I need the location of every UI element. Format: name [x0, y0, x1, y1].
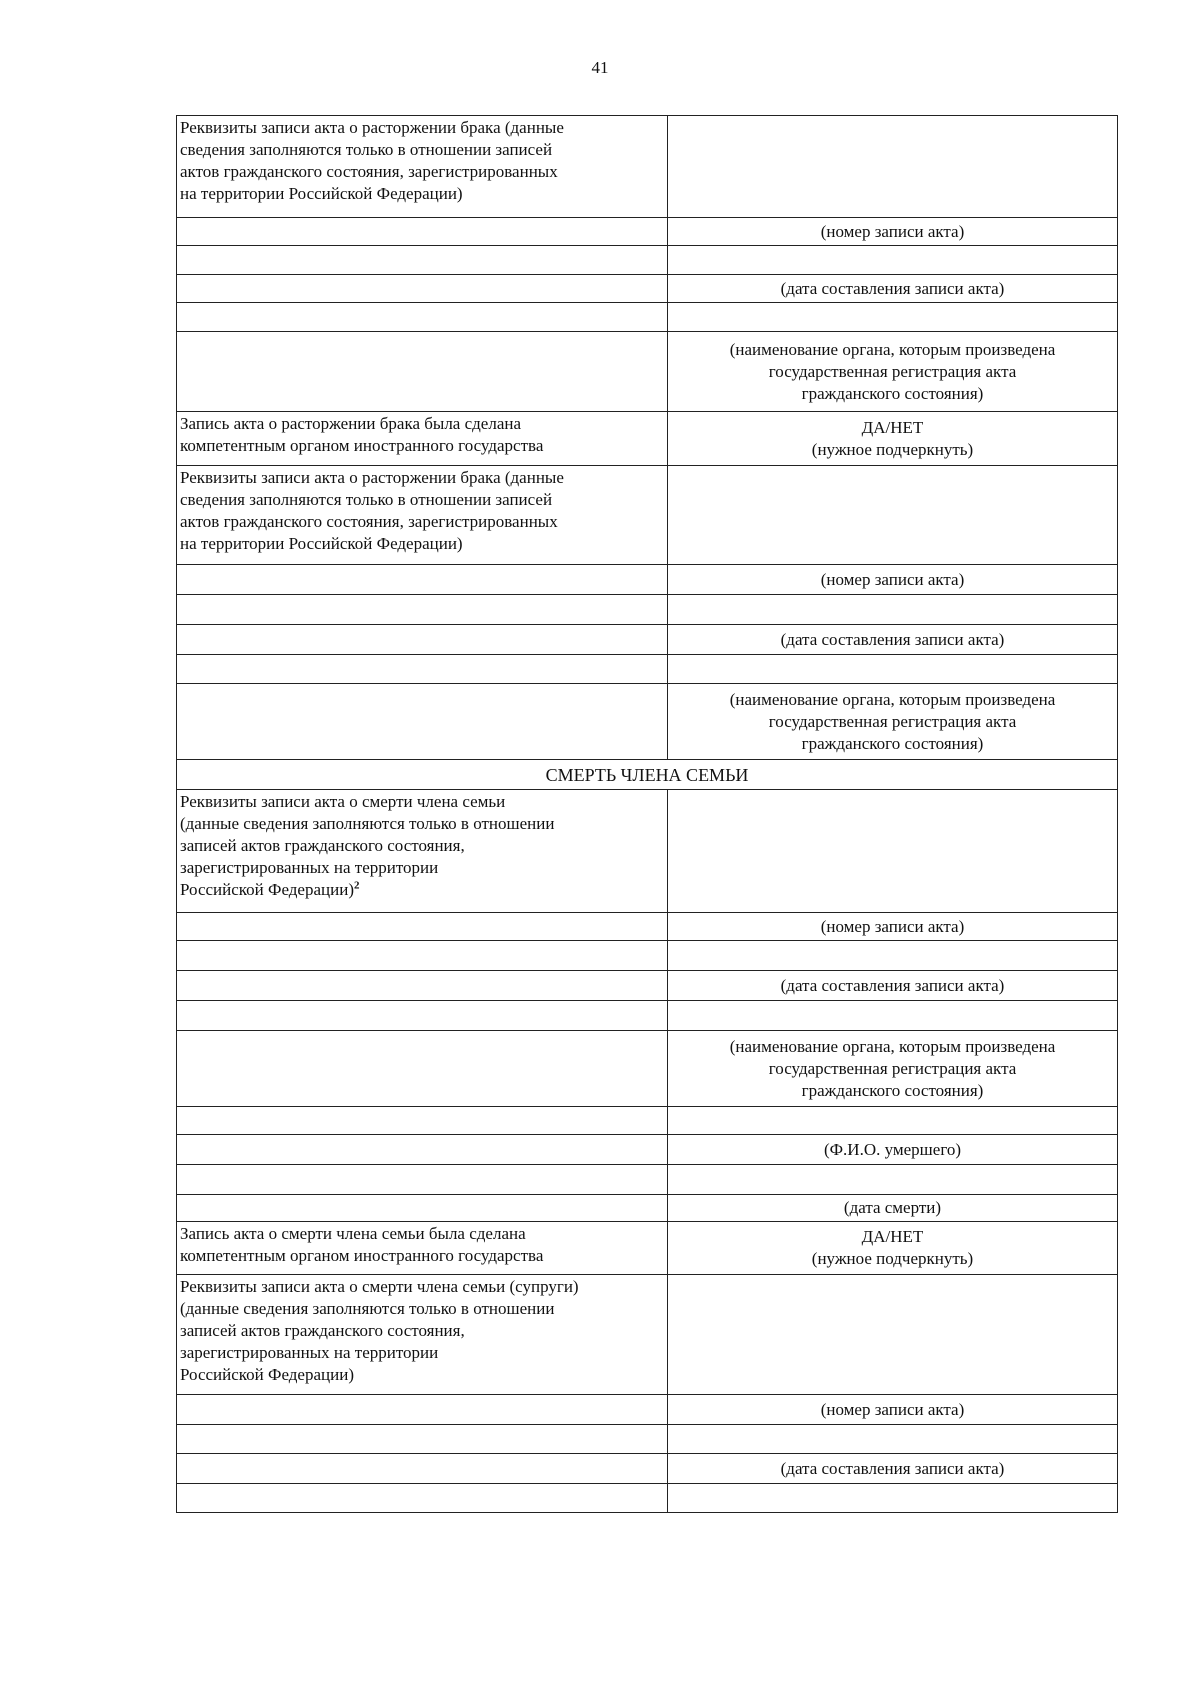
label-line: на территории Российской Федерации) [180, 534, 463, 553]
caption-row [177, 1195, 1118, 1222]
caption-row [177, 971, 1118, 1001]
label-line: Российской Федерации) [180, 1365, 354, 1384]
record-number-caption: (номер записи акта) [668, 218, 1118, 246]
death-record-row [177, 790, 1118, 913]
input-row [177, 1425, 1118, 1454]
yes-no-value: ДА/НЕТ [861, 417, 924, 437]
blank-cell [177, 332, 668, 412]
record-date-field[interactable] [668, 1425, 1118, 1454]
label-line: компетентным органом иностранного государства [180, 1246, 544, 1265]
label-line: компетентным органом иностранного государства [180, 436, 544, 455]
input-row [177, 1165, 1118, 1195]
foreign-authority-row [177, 412, 1118, 466]
record-date-field[interactable] [668, 595, 1118, 625]
label-line: актов гражданского состояния, зарегистрированных [180, 512, 558, 531]
authority-field[interactable] [668, 303, 1118, 332]
label-line: записей актов гражданского состояния, [180, 1321, 465, 1340]
blank-cell [177, 1135, 668, 1165]
caption-line: (наименование органа, которым произведена [729, 339, 1056, 359]
record-date-caption: (дата составления записи акта) [668, 625, 1118, 655]
record-date-caption: (дата составления записи акта) [668, 275, 1118, 303]
input-row [177, 1001, 1118, 1031]
divorce-record-value-field[interactable] [668, 116, 1118, 218]
input-row [177, 303, 1118, 332]
blank-cell [177, 971, 668, 1001]
underline-hint: (нужное подчеркнуть) [811, 1249, 974, 1268]
section-title: СМЕРТЬ ЧЛЕНА СЕМЬИ [177, 760, 1118, 790]
blank-cell [177, 1195, 668, 1222]
spouse-death-record-value-field[interactable] [668, 1275, 1118, 1395]
label-line: Реквизиты записи акта о расторжении брака (данные [180, 468, 564, 487]
blank-cell [177, 1031, 668, 1107]
blank-cell [177, 1425, 668, 1454]
caption-line: (наименование органа, которым произведена [729, 689, 1056, 709]
record-date-caption: (дата составления записи акта) [668, 1454, 1118, 1484]
caption-row [177, 565, 1118, 595]
divorce-record-value-field[interactable] [668, 466, 1118, 565]
record-number-caption: (номер записи акта) [668, 913, 1118, 941]
registry-form-table [176, 115, 1118, 1513]
caption-row [177, 275, 1118, 303]
label-line-text: Российской Федерации) [180, 880, 354, 899]
caption-row [177, 1135, 1118, 1165]
label-line: зарегистрированных на территории [180, 1343, 439, 1362]
caption-line: государственная регистрация акта [768, 1058, 1017, 1078]
underline-hint: (нужное подчеркнуть) [811, 439, 974, 459]
section-header-row [177, 760, 1118, 790]
caption-line: гражданского состояния) [801, 1080, 984, 1100]
input-row [177, 941, 1118, 971]
blank-cell [177, 246, 668, 275]
label-line: Запись акта о расторжении брака была сделана [180, 414, 522, 433]
caption-row [177, 913, 1118, 941]
blank-cell [177, 941, 668, 971]
blank-cell [177, 913, 668, 941]
authority-caption [668, 332, 1118, 412]
divorce-record-label [177, 116, 668, 218]
label-line: зарегистрированных на территории [180, 858, 439, 877]
blank-cell [177, 1454, 668, 1484]
label-line: (данные сведения заполняются только в отношении [180, 1299, 555, 1318]
caption-line: гражданского состояния) [801, 383, 984, 403]
blank-cell [177, 625, 668, 655]
footnote-mark: 2 [353, 879, 360, 892]
record-number-caption: (номер записи акта) [668, 565, 1118, 595]
input-row [177, 655, 1118, 684]
yes-no-choice[interactable] [668, 1222, 1118, 1275]
spouse-death-record-row [177, 1275, 1118, 1395]
label-line [180, 879, 664, 901]
blank-cell [177, 1001, 668, 1031]
input-row [177, 1484, 1118, 1513]
label-line: Реквизиты записи акта о расторжении брака (данные [180, 118, 564, 137]
input-row [177, 595, 1118, 625]
divorce-record-row [177, 466, 1118, 565]
page-number: 41 [591, 58, 609, 77]
input-row [177, 246, 1118, 275]
caption-row [177, 1454, 1118, 1484]
blank-cell [177, 303, 668, 332]
blank-cell [177, 595, 668, 625]
spouse-death-record-label [177, 1275, 668, 1395]
blank-field[interactable] [668, 1484, 1118, 1513]
caption-row [177, 218, 1118, 246]
blank-cell [177, 1107, 668, 1135]
divorce-record-label [177, 466, 668, 565]
authority-caption [668, 1031, 1118, 1107]
divorce-record-row [177, 116, 1118, 218]
yes-no-value: ДА/НЕТ [861, 1227, 924, 1246]
caption-row [177, 1395, 1118, 1425]
caption-row [177, 684, 1118, 760]
authority-field[interactable] [668, 655, 1118, 684]
blank-cell [177, 655, 668, 684]
blank-cell [177, 684, 668, 760]
caption-row [177, 332, 1118, 412]
blank-cell [177, 1484, 668, 1513]
yes-no-choice[interactable] [668, 412, 1118, 466]
record-date-field[interactable] [668, 246, 1118, 275]
blank-cell [177, 275, 668, 303]
death-date-field[interactable] [668, 1165, 1118, 1195]
caption-row [177, 1031, 1118, 1107]
death-date-caption: (дата смерти) [668, 1195, 1118, 1222]
label-line: (данные сведения заполняются только в отношении [180, 814, 555, 833]
blank-cell [177, 218, 668, 246]
caption-row [177, 625, 1118, 655]
caption-line: гражданского состояния) [801, 733, 984, 753]
authority-field[interactable] [668, 1001, 1118, 1031]
label-line: на территории Российской Федерации) [180, 184, 463, 203]
blank-cell [177, 1165, 668, 1195]
label-line: Запись акта о смерти члена семьи была сделана [180, 1224, 526, 1243]
label-line: сведения заполняются только в отношении записей [180, 490, 553, 509]
label-line: записей актов гражданского состояния, [180, 836, 465, 855]
blank-cell [177, 565, 668, 595]
record-date-caption: (дата составления записи акта) [668, 971, 1118, 1001]
authority-caption [668, 684, 1118, 760]
death-record-label [177, 790, 668, 913]
label-line: Реквизиты записи акта о смерти члена семьи (супруги) [180, 1277, 579, 1296]
blank-cell [177, 1395, 668, 1425]
deceased-name-caption: (Ф.И.О. умершего) [668, 1135, 1118, 1165]
deceased-name-field[interactable] [668, 1107, 1118, 1135]
label-line: Реквизиты записи акта о смерти члена семьи [180, 792, 506, 811]
foreign-authority-label [177, 1222, 668, 1275]
death-record-value-field[interactable] [668, 790, 1118, 913]
foreign-authority-row [177, 1222, 1118, 1275]
label-line: сведения заполняются только в отношении записей [180, 140, 553, 159]
caption-line: государственная регистрация акта [768, 361, 1017, 381]
record-date-field[interactable] [668, 941, 1118, 971]
caption-line: (наименование органа, которым произведена [729, 1036, 1056, 1056]
input-row [177, 1107, 1118, 1135]
label-line: актов гражданского состояния, зарегистрированных [180, 162, 558, 181]
caption-line: государственная регистрация акта [768, 711, 1017, 731]
foreign-authority-label [177, 412, 668, 466]
record-number-caption: (номер записи акта) [668, 1395, 1118, 1425]
